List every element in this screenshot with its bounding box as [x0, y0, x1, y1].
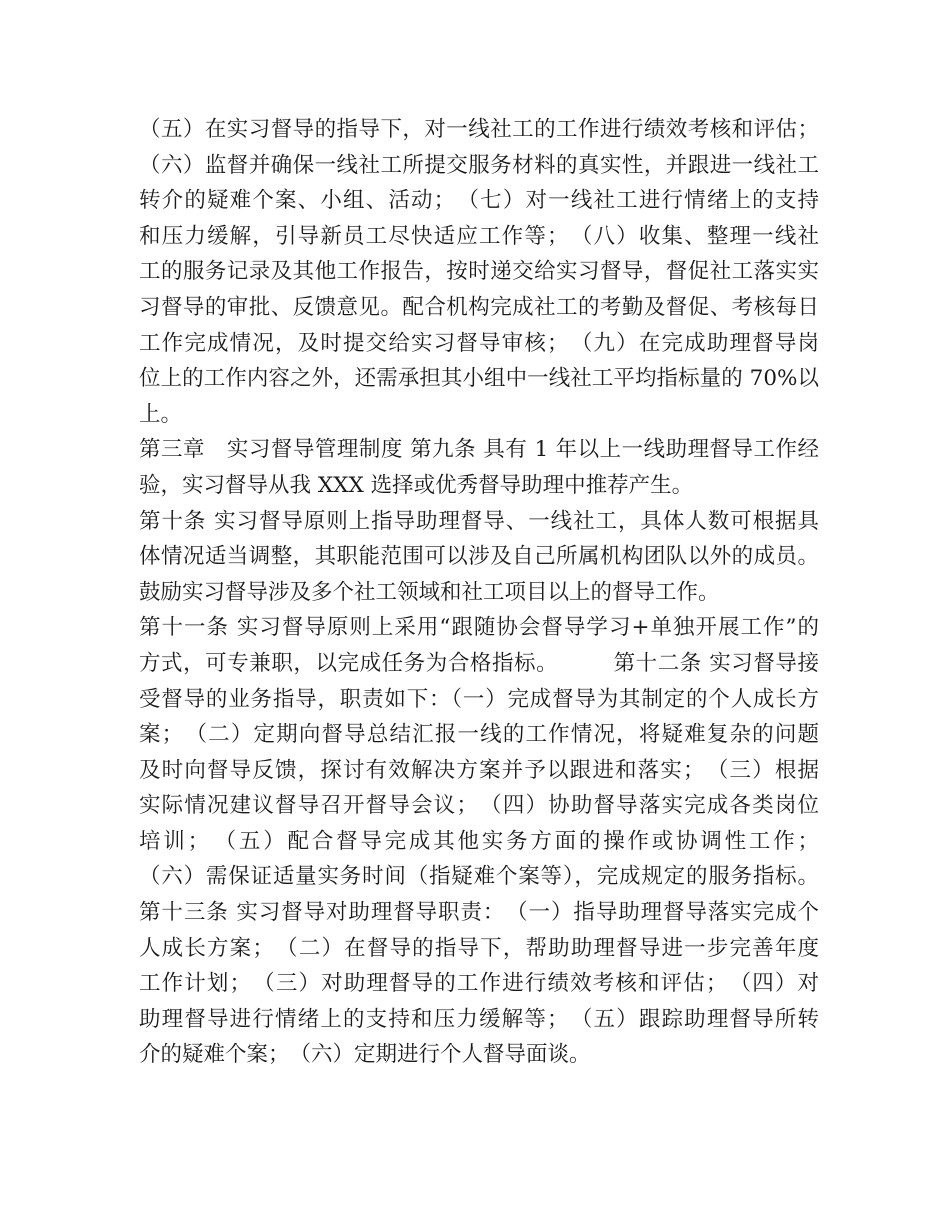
text-line: 第十一条 实习督导原则上采用“跟随协会督导学习+单独开展工作”的: [139, 615, 819, 641]
text-line: 第十条 实习督导原则上指导助理督导、一线社工，具体人数可根据具: [139, 508, 819, 534]
text-line: 和压力缓解，引导新员工尽快适应工作等； （八）收集、整理一线社: [139, 223, 819, 249]
text-line: 第十三条 实习督导对助理督导职责： （一）指导助理督导落实完成个: [139, 900, 819, 926]
text-line: 工的服务记录及其他工作报告，按时递交给实习督导，督促社工落实实: [139, 259, 819, 285]
text-line: 实际情况建议督导召开督导会议； （四）协助督导落实完成各类岗位: [139, 793, 819, 819]
text-line: 工作计划； （三）对助理督导的工作进行绩效考核和评估； （四）对: [139, 971, 819, 997]
text-line: 方式，可专兼职，以完成任务为合格指标。 第十二条 实习督导接: [139, 650, 819, 676]
text-line: 助理督导进行情绪上的支持和压力缓解等； （五）跟踪助理督导所转: [139, 1006, 819, 1032]
text-line: 及时向督导反馈，探讨有效解决方案并予以跟进和落实； （三）根据: [139, 757, 819, 783]
text-line: 介的疑难个案； （六）定期进行个人督导面谈。: [139, 1042, 591, 1068]
text-line: （六）监督并确保一线社工所提交服务材料的真实性，并跟进一线社工: [139, 152, 819, 178]
text-line: （六）需保证适量实务时间（指疑难个案等），完成规定的服务指标。: [139, 864, 819, 890]
text-line: 体情况适当调整，其职能范围可以涉及自己所属机构团队以外的成员。: [139, 544, 819, 570]
text-line: 第三章 实习督导管理制度 第九条 具有 1 年以上一线助理督导工作经: [139, 437, 819, 463]
text-line: 验，实习督导从我 XXX 选择或优秀督导助理中推荐产生。: [139, 472, 694, 498]
text-line: 上。: [139, 401, 183, 427]
text-line: 转介的疑难个案、小组、活动； （七）对一线社工进行情绪上的支持: [139, 188, 819, 214]
text-line: 人成长方案； （二）在督导的指导下，帮助助理督导进一步完善年度: [139, 935, 819, 961]
text-line: 受督导的业务指导，职责如下：（一）完成督导为其制定的个人成长方: [139, 686, 819, 712]
text-line: 培训； （五）配合督导完成其他实务方面的操作或协调性工作；: [139, 828, 819, 854]
text-line: 案； （二）定期向督导总结汇报一线的工作情况，将疑难复杂的问题: [139, 722, 819, 748]
document-body: [139, 112, 819, 1073]
text-line: 工作完成情况，及时提交给实习督导审核； （九）在完成助理督导岗: [139, 330, 819, 356]
text-line: 位上的工作内容之外，还需承担其小组中一线社工平均指标量的 70%以: [139, 366, 819, 392]
text-line: 鼓励实习督导涉及多个社工领域和社工项目以上的督导工作。: [139, 579, 720, 605]
text-line: 习督导的审批、反馈意见。配合机构完成社工的考勤及督促、考核每日: [139, 294, 819, 320]
text-line: （五）在实习督导的指导下，对一线社工的工作进行绩效考核和评估；: [139, 117, 819, 142]
